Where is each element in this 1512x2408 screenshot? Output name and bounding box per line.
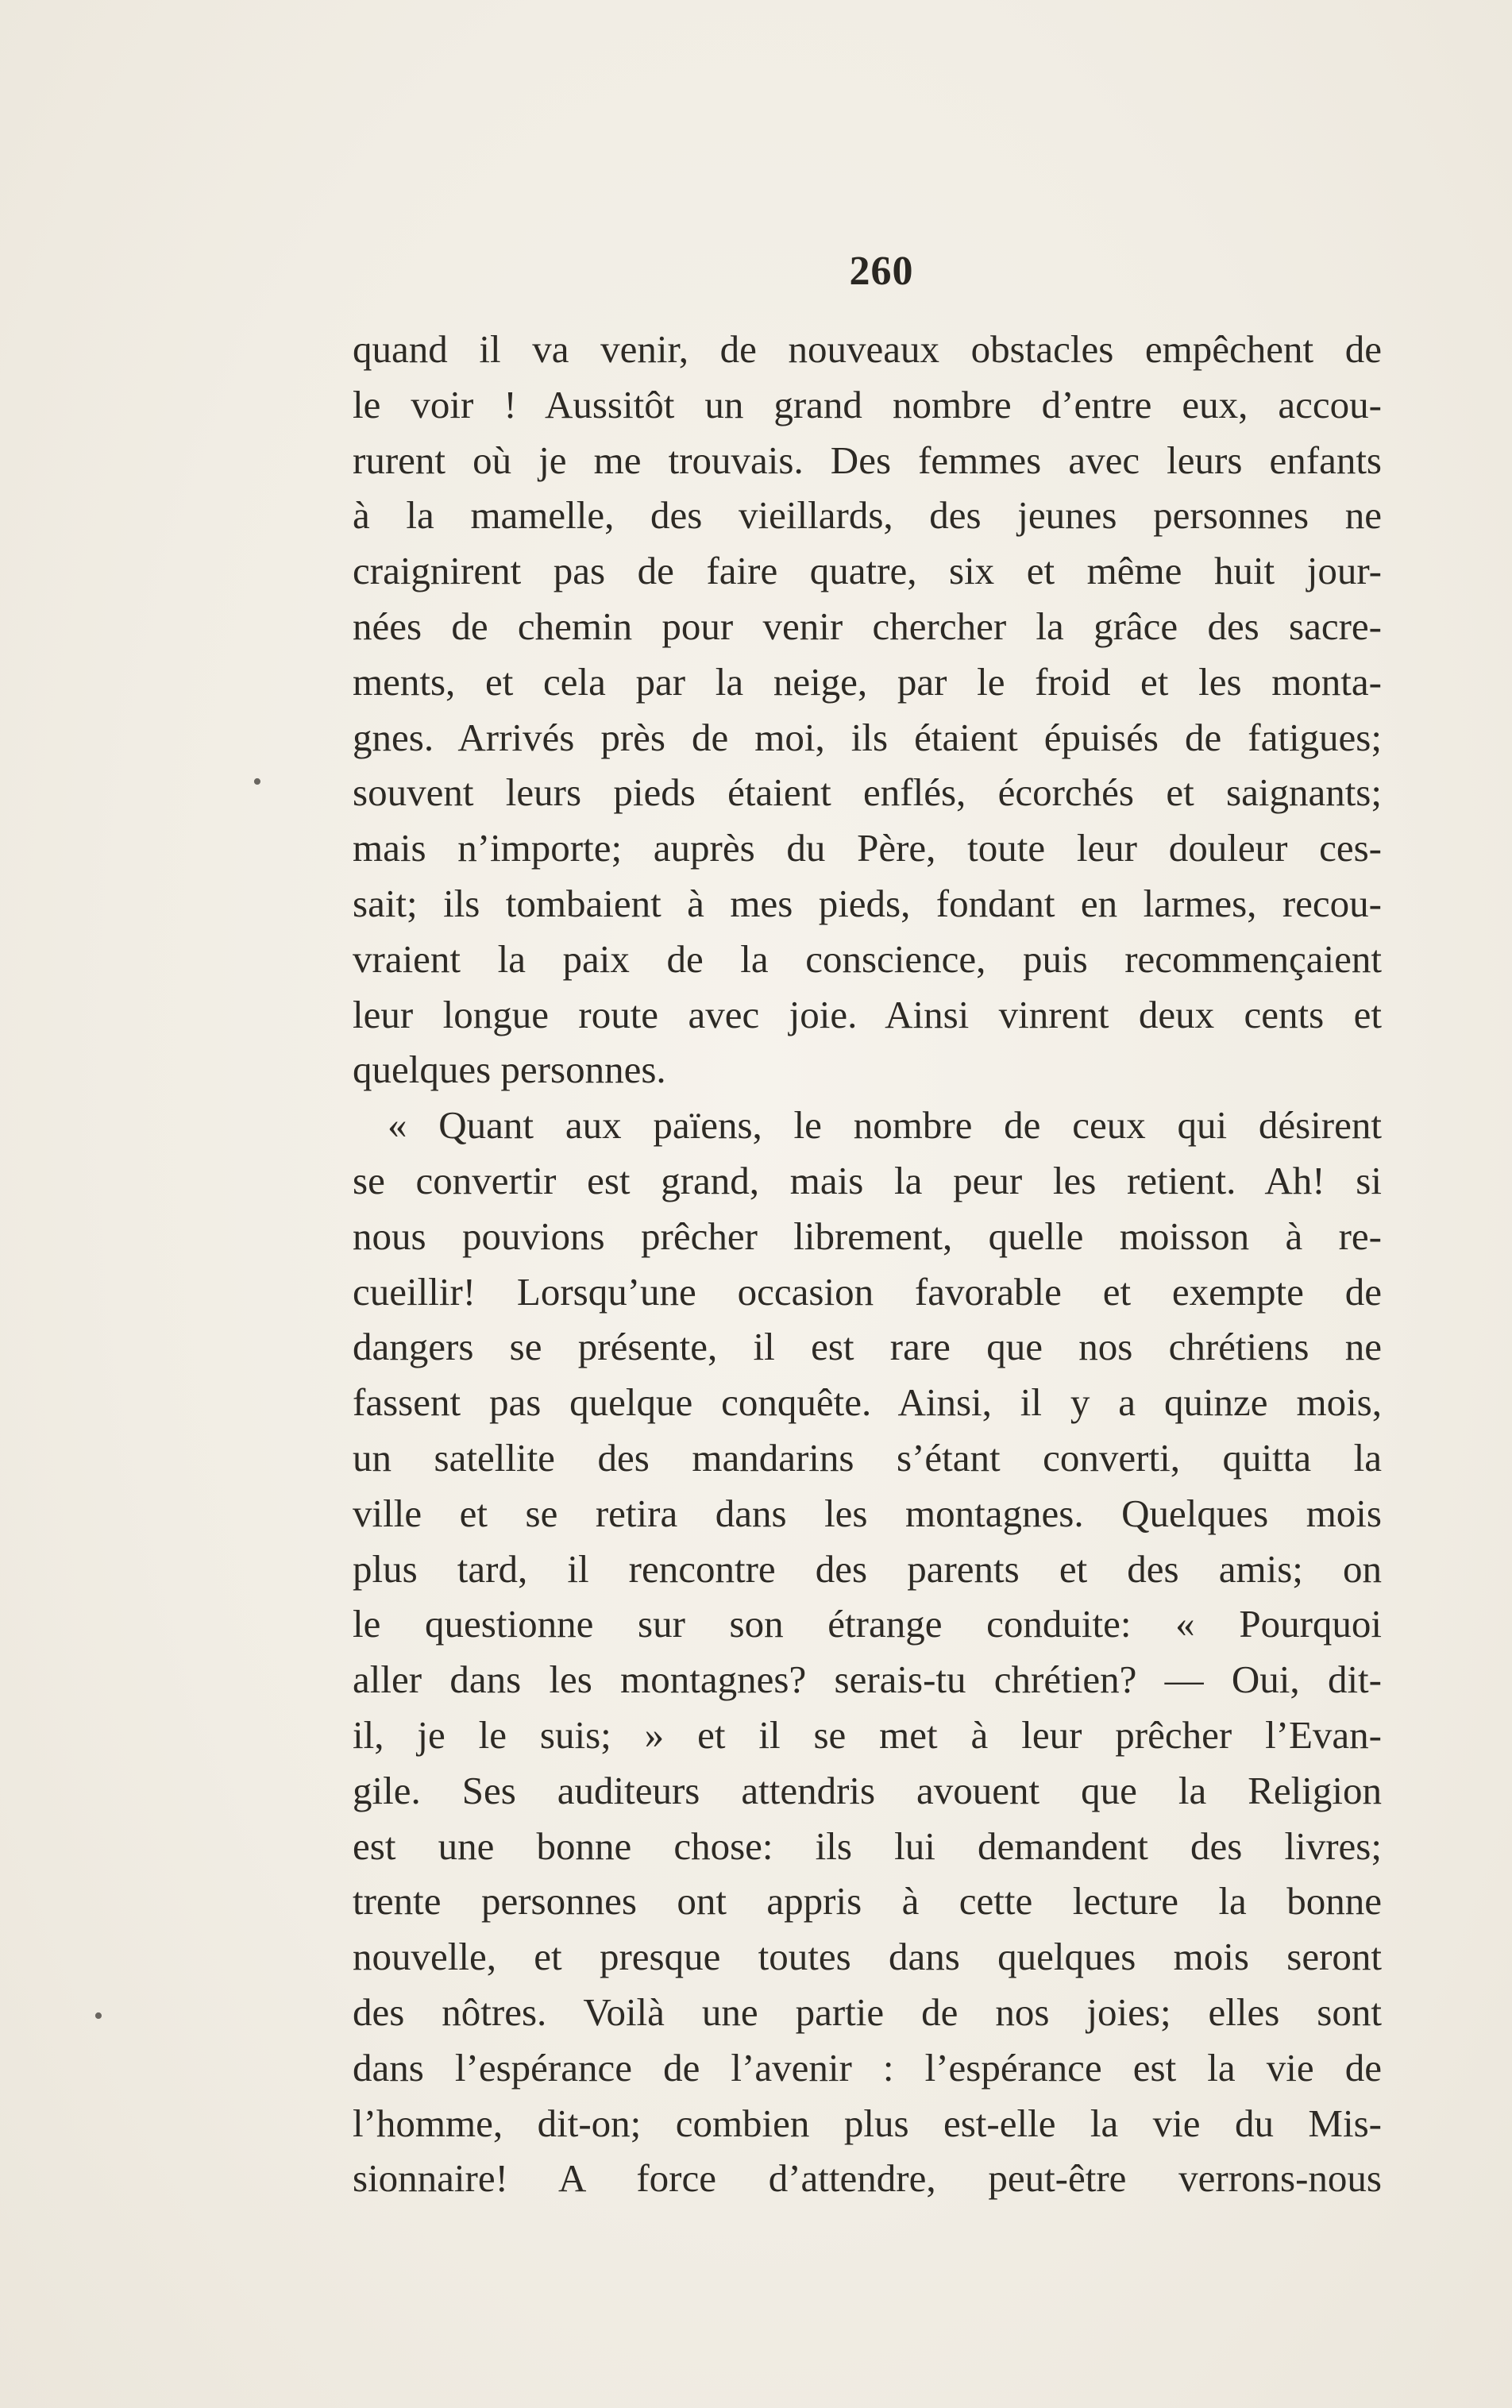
text-line: à la mamelle, des vieillards, des jeunes personnes ne [353,493,1382,538]
text-line: des nôtres. Voilà une partie de nos joies; elles sont [353,1989,1382,2034]
text-line: leur longue route avec joie. Ainsi vinrent deux cents et [353,992,1382,1036]
text-line: plus tard, il rencontre des parents et des amis; on [353,1546,1382,1591]
text-line: nouvelle, et presque toutes dans quelques mois seront [353,1935,1382,1979]
text-line: rurent où je me trouvais. Des femmes avec leurs enfants [353,438,1382,482]
text-line: trente personnes ont appris à cette lecture la bonne [353,1879,1382,1924]
text-line: quand il va venir, de nouveaux obstacles empêchent de [353,327,1382,371]
text-line: ville et se retira dans les montagnes. Quelques mois [353,1491,1382,1535]
text-line: souvent leurs pieds étaient enflés, écorchés et saignants; [353,770,1382,815]
page-number: 260 [849,249,914,294]
text-line: l’homme, dit-on; combien plus est-elle la vie du Mis- [353,2101,1382,2145]
text-line: un satellite des mandarins s’étant converti, quitta la [353,1435,1382,1480]
text-line: mais n’importe; auprès du Père, toute leur douleur ces- [353,826,1382,870]
text-line: aller dans les montagnes? serais-tu chrétien? — Oui, dit- [353,1657,1382,1702]
text-line: cueillir! Lorsqu’une occasion favorable et exempte de [353,1269,1382,1314]
text-line: il, je le suis; » et il se met à leur prêcher l’Evan- [353,1712,1382,1757]
text-line: le voir ! Aussitôt un grand nombre d’entre eux, accou- [353,382,1382,426]
text-line: vraient la paix de la conscience, puis recommençaient [353,936,1382,981]
text-line: dans l’espérance de l’avenir : l’espérance est la vie de [353,2045,1382,2090]
text-line: gile. Ses auditeurs attendris avouent que la Religion [353,1768,1382,1812]
text-line: se convertir est grand, mais la peur les retient. Ah! si [353,1158,1382,1202]
text-line: dangers se présente, il est rare que nos chrétiens ne [353,1325,1382,1369]
body-text [353,322,1382,2206]
text-line: craignirent pas de faire quatre, six et même huit jour- [353,549,1382,593]
text-line: fassent pas quelque conquête. Ainsi, il y a quinze mois, [353,1380,1382,1425]
margin-speck: • [253,767,262,797]
margin-speck: • [94,2001,103,2031]
text-line: le questionne sur son étrange conduite: « Pourquoi [353,1602,1382,1646]
text-line: gnes. Arrivés près de moi, ils étaient épuisés de fatigues; [353,715,1382,759]
text-line: sionnaire! A force d’attendre, peut-être verrons-nous [353,2156,1382,2201]
text-line: nous pouvions prêcher librement, quelle moisson à re- [353,1214,1382,1258]
text-line: sait; ils tombaient à mes pieds, fondant en larmes, recou- [353,881,1382,925]
paragraph-start-line: « Quant aux païens, le nombre de ceux qui désirent [388,1103,1382,1148]
text-line: est une bonne chose: ils lui demandent des livres; [353,1823,1382,1868]
text-line: nées de chemin pour venir chercher la grâce des sacre- [353,604,1382,648]
text-line: ments, et cela par la neige, par le froid et les monta- [353,659,1382,704]
paragraph-end-line: quelques personnes. [353,1048,666,1092]
